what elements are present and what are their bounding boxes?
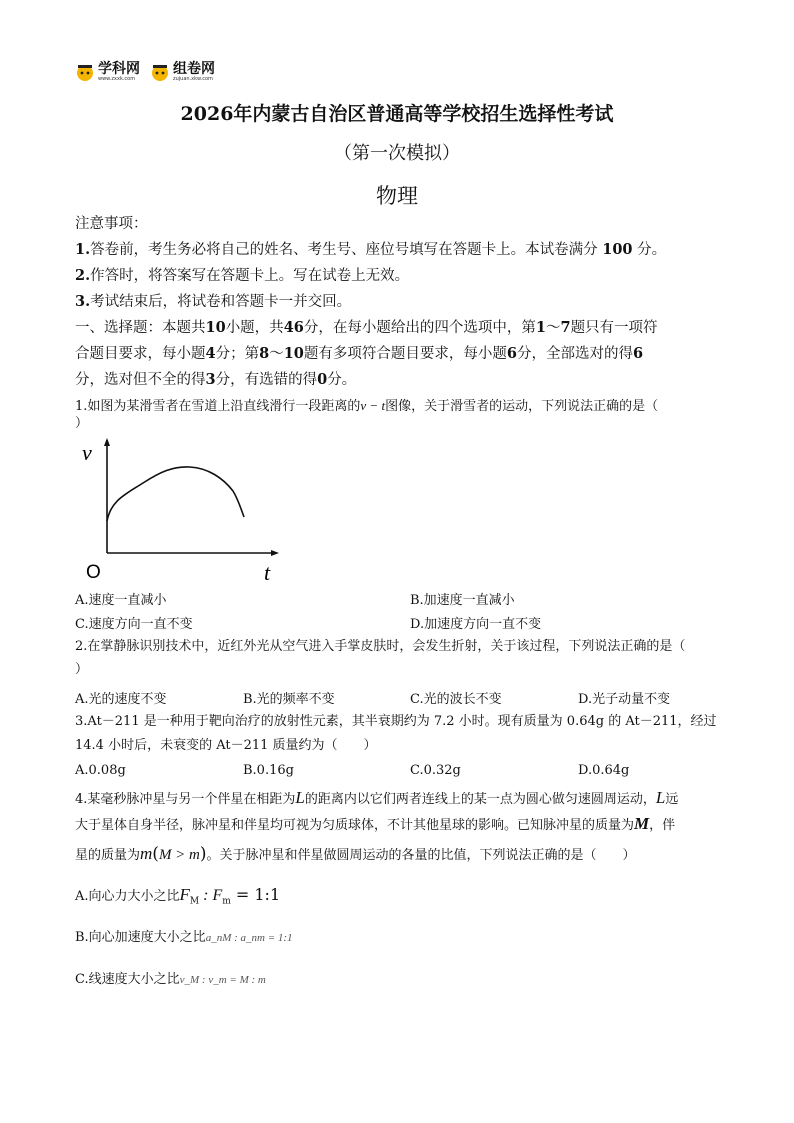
math: F (179, 885, 190, 904)
math: v − t (360, 398, 386, 413)
origin-label: O (86, 562, 101, 583)
text: 的距离内以它们两者连线上的某一点为圆心做匀速圆周运动， (304, 792, 656, 807)
notice-item-1 (75, 240, 666, 260)
q2-stem-end: ） (75, 662, 89, 677)
text: 题只有一项符 (570, 320, 658, 336)
q4-option-a[interactable] (75, 885, 280, 912)
notice-heading: 注意事项： (75, 216, 148, 232)
text: 图像，关于滑雪者的运动，下列说法正确的是（ (385, 399, 659, 414)
num: 46 (283, 319, 304, 336)
q1-stem (75, 396, 658, 417)
q3-option-a[interactable]: A.0.08g (75, 763, 126, 778)
math: m (140, 844, 153, 863)
text: 远 (665, 792, 679, 807)
notice-item-3 (75, 292, 351, 312)
q3-stem-line2: 14.4 小时后，未衰变的 At－211 质量约为（ ） (75, 738, 377, 753)
num: 8 (259, 345, 270, 362)
exam-subtitle: （第一次模拟） (334, 143, 460, 164)
q1-option-c[interactable]: C.速度方向一直不变 (75, 617, 193, 632)
math: = 1:1 (230, 885, 281, 904)
q4-stem-line1 (75, 788, 678, 810)
q1-vt-graph (78, 436, 288, 584)
math: : F (199, 887, 223, 904)
notice-num: 3. (75, 293, 91, 310)
notice-bold: 100 (602, 241, 633, 258)
text: 星的质量为 (75, 848, 141, 863)
q1-option-d[interactable]: D.加速度方向一直不变 (410, 617, 542, 632)
num: 4 (205, 345, 216, 362)
q1-option-b[interactable]: B.加速度一直减小 (410, 593, 515, 608)
num: 6 (632, 345, 644, 362)
subscript: M (189, 896, 200, 907)
text: 分，全部选对的得 (516, 346, 633, 362)
q3-stem-line1: 3.At－211 是一种用于靶向治疗的放射性元素，其半衰期约为 7.2 小时。现有质量为 0.64g 的 At－211，经过 (75, 714, 717, 729)
math: L (295, 788, 305, 807)
mascot-icon (150, 62, 170, 82)
text: 分；第 (215, 346, 260, 362)
notice-num: 1. (75, 241, 91, 258)
xuekewang-url: www.zxxk.com (98, 76, 136, 82)
q1-stem-end: ） (75, 416, 89, 431)
notice-text: 考试结束后，将试卷和答题卡一并交回。 (90, 294, 352, 310)
q4-stem-line2 (75, 814, 675, 836)
q2-option-c[interactable]: C.光的波长不变 (410, 692, 502, 707)
q4-option-c[interactable] (75, 970, 266, 990)
zujuanwang-url: zujuan.xkw.com (173, 76, 213, 82)
q4-stem-line3: 星的质量为m(M > m)。关于脉冲星和伴星做圆周运动的各量的比值，下列说法正确的是（ ） (75, 844, 636, 864)
section-instructions-line3 (75, 370, 356, 390)
exam-title: 2026年内蒙古自治区普通高等学校招生选择性考试 (180, 103, 614, 125)
q2-stem: 2.在掌静脉识别技术中，近红外光从空气进入手掌皮肤时，会发生折射，关于该过程，下列说法正确的是（ (75, 639, 686, 654)
num: 10 (205, 319, 226, 336)
text: 。关于脉冲星和伴星做圆周运动的各量的比值，下列说法正确的是（ ） (206, 848, 636, 863)
notice-num: 2. (75, 267, 91, 284)
q2-option-b[interactable]: B.光的频率不变 (243, 692, 335, 707)
text: B.向心加速度大小之比 (75, 930, 206, 945)
xuekewang-logo (75, 62, 140, 82)
x-axis-arrow (271, 550, 279, 556)
zujuanwang-name: 组卷网 (173, 61, 215, 77)
text: ，伴 (649, 818, 676, 833)
math: M > m (158, 847, 200, 863)
section-instructions-line1 (75, 318, 658, 338)
text: 合题目要求，每小题 (75, 346, 206, 362)
q3-option-d[interactable]: D.0.64g (578, 763, 630, 778)
text: C.线速度大小之比 (75, 972, 180, 987)
q3-option-c[interactable]: C.0.32g (410, 763, 461, 778)
section-instructions-line2 (75, 344, 643, 364)
q1-option-a[interactable]: A.速度一直减小 (75, 593, 167, 608)
math: L (655, 788, 666, 807)
y-axis-arrow (104, 438, 110, 446)
notice-item-2 (75, 266, 409, 286)
text: ～ (545, 320, 561, 336)
notice-text: 答卷前，考生务必将自己的姓名、考生号、座位号填写在答题卡上。本试卷满分 (90, 242, 598, 258)
text: 题有多项符合题目要求，每小题 (303, 346, 507, 362)
num: 3 (205, 371, 216, 388)
num: 10 (283, 345, 304, 362)
math: v_M : v_m = M : m (179, 974, 266, 986)
text: ～ (269, 346, 284, 362)
num: 7 (560, 319, 571, 336)
text: 1.如图为某滑雪者在雪道上沿直线滑行一段距离的 (75, 399, 361, 414)
notice-text: 作答时，将答案写在答题卡上。写在试卷上无效。 (90, 268, 410, 284)
text: A.向心力大小之比 (75, 889, 180, 904)
zujuanwang-logo (150, 62, 215, 82)
mascot-icon (75, 62, 95, 82)
q2-option-a[interactable]: A.光的速度不变 (75, 692, 167, 707)
q3-option-b[interactable]: B.0.16g (243, 763, 294, 778)
text: 一、选择题：本题共 (75, 320, 206, 336)
num: 1 (535, 319, 546, 336)
math: M (634, 814, 650, 833)
subscript: m (222, 896, 231, 907)
q2-option-d[interactable]: D.光子动量不变 (578, 692, 671, 707)
text: 分，有选错的得 (215, 372, 318, 388)
y-axis-label: v (82, 440, 92, 465)
text: 分，选对但不全的得 (75, 372, 206, 388)
header-logos (75, 60, 215, 84)
text: 4.某毫秒脉冲星与另一个伴星在相距为 (75, 792, 296, 807)
text: 分，在每小题给出的四个选项中，第 (303, 320, 536, 336)
exam-subject: 物理 (376, 184, 418, 208)
text: 分。 (327, 372, 357, 388)
notice-tail: 分。 (637, 242, 667, 258)
q4-option-b[interactable] (75, 928, 293, 948)
num: 6 (506, 345, 517, 362)
text: 小题，共 (225, 320, 284, 336)
math: a_nM : a_nm = 1:1 (205, 932, 293, 944)
num: 0 (317, 371, 328, 388)
x-axis-label: t (264, 560, 271, 584)
velocity-curve (107, 467, 244, 521)
text: 大于星体自身半径，脉冲星和伴星均可视为匀质球体，不计其他星球的影响。已知脉冲星的质量为 (75, 818, 635, 833)
xuekewang-name: 学科网 (98, 61, 140, 77)
